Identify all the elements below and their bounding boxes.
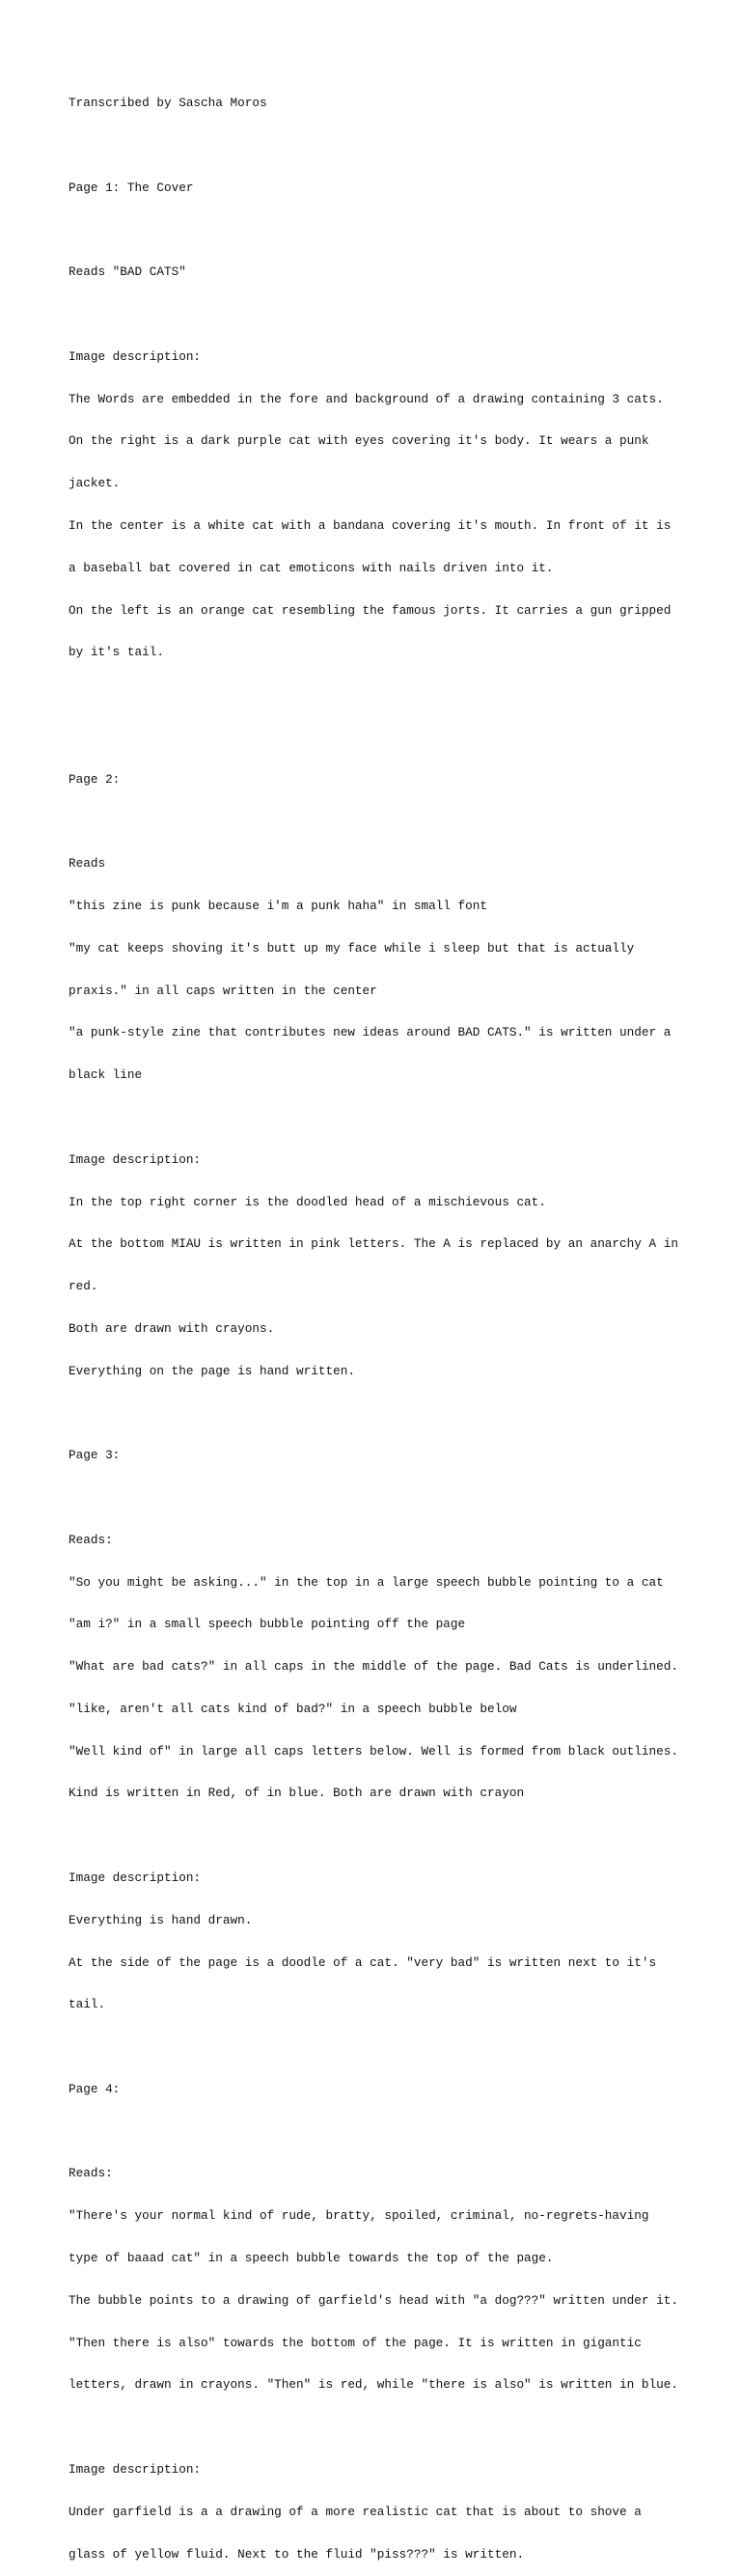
text-line: Everything is hand drawn. [69,1912,253,1927]
text-line: Transcribed by Sascha Moros [69,96,267,111]
text-line: Image description: [69,2461,202,2477]
text-line: "like, aren't all cats kind of bad?" in a speech bubble below [69,1701,517,1716]
text-line: "Then there is also" towards the bottom of the page. It is written in gigantic [69,2335,642,2350]
text-line: praxis." in all caps written in the center [69,983,377,998]
text-line: Image description: [69,348,202,364]
text-line: black line [69,1067,143,1083]
blank-line [69,1491,686,1506]
text-line: In the top right corner is the doodled head of a mischievous cat. [69,1194,546,1209]
text-line: In the center is a white cat with a bandana covering it's mouth. In front of it is [69,518,672,533]
text-line: "this zine is punk because i'm a punk haha" in small font [69,899,487,914]
text-line: Kind is written in Red, of in blue. Both are drawn with crayon [69,1786,525,1801]
blank-line [69,308,686,322]
text-line: At the bottom MIAU is written in pink letters. The A is replaced by an anarchy A in [69,1236,678,1252]
text-line: On the right is a dark purple cat with eyes covering it's body. It wears a punk [69,433,649,449]
text-line: The Words are embedded in the fore and background of a drawing containing 3 cats. [69,391,664,406]
document-body [69,69,686,2576]
text-line: At the side of the page is a doodle of a cat. "very bad" is written next to it's [69,1954,657,1970]
text-line: "What are bad cats?" in all caps in the middle of the page. Bad Cats is underlined. [69,1659,678,1675]
text-line: Page 1: The Cover [69,180,194,195]
blank-line [69,224,686,238]
text-line: Image description: [69,1151,202,1167]
text-line: Under garfield is a a drawing of a more realistic cat that is about to shove a [69,2504,642,2519]
text-line: Reads: [69,1532,113,1547]
text-line: a baseball bat covered in cat emoticons with nails driven into it. [69,560,554,575]
text-line: "So you might be asking..." in the top in a large speech bubble pointing to a cat [69,1574,664,1590]
text-line: "am i?" in a small speech bubble pointing off the page [69,1617,466,1632]
text-line: "my cat keeps shoving it's butt up my face while i sleep but that is actually [69,940,635,956]
text-line: Page 2: [69,771,121,787]
text-line: Page 3: [69,1448,121,1463]
text-line: "There's your normal kind of rude, bratty, spoiled, criminal, no-regrets-having [69,2208,649,2224]
text-line: Reads: [69,2166,113,2181]
blank-line [69,688,686,703]
blank-line [69,139,686,153]
text-line: letters, drawn in crayons. "Then" is red, while "there is also" is written in blue. [69,2377,678,2393]
text-line: "a punk-style zine that contributes new ideas around BAD CATS." is written under a [69,1025,672,1040]
text-line: Reads "BAD CATS" [69,264,186,280]
text-line: Both are drawn with crayons. [69,1320,275,1336]
blank-line [69,731,686,745]
text-line: The bubble points to a drawing of garfield's head with "a dog???" written under it. [69,2292,678,2308]
blank-line [69,2125,686,2140]
blank-line [69,1406,686,1421]
text-line: by it's tail. [69,645,164,660]
text-line: Image description: [69,1870,202,1885]
blank-line [69,1829,686,1843]
text-line: Page 4: [69,2081,121,2096]
text-line: tail. [69,1997,106,2012]
text-line: red. [69,1279,98,1294]
blank-line [69,1111,686,1125]
text-line: "Well kind of" in large all caps letters below. Well is formed from black outlines. [69,1743,678,1759]
blank-line [69,2040,686,2055]
text-line: Reads [69,856,106,872]
text-line: Everything on the page is hand written. [69,1363,355,1378]
text-line: jacket. [69,476,121,491]
text-line: glass of yellow fluid. Next to the fluid "piss???" is written. [69,2546,525,2562]
blank-line [69,815,686,829]
text-line: type of baaad cat" in a speech bubble towards the top of the page. [69,2251,554,2266]
blank-line [69,2421,686,2435]
text-line: On the left is an orange cat resembling the famous jorts. It carries a gun gripped [69,602,672,618]
